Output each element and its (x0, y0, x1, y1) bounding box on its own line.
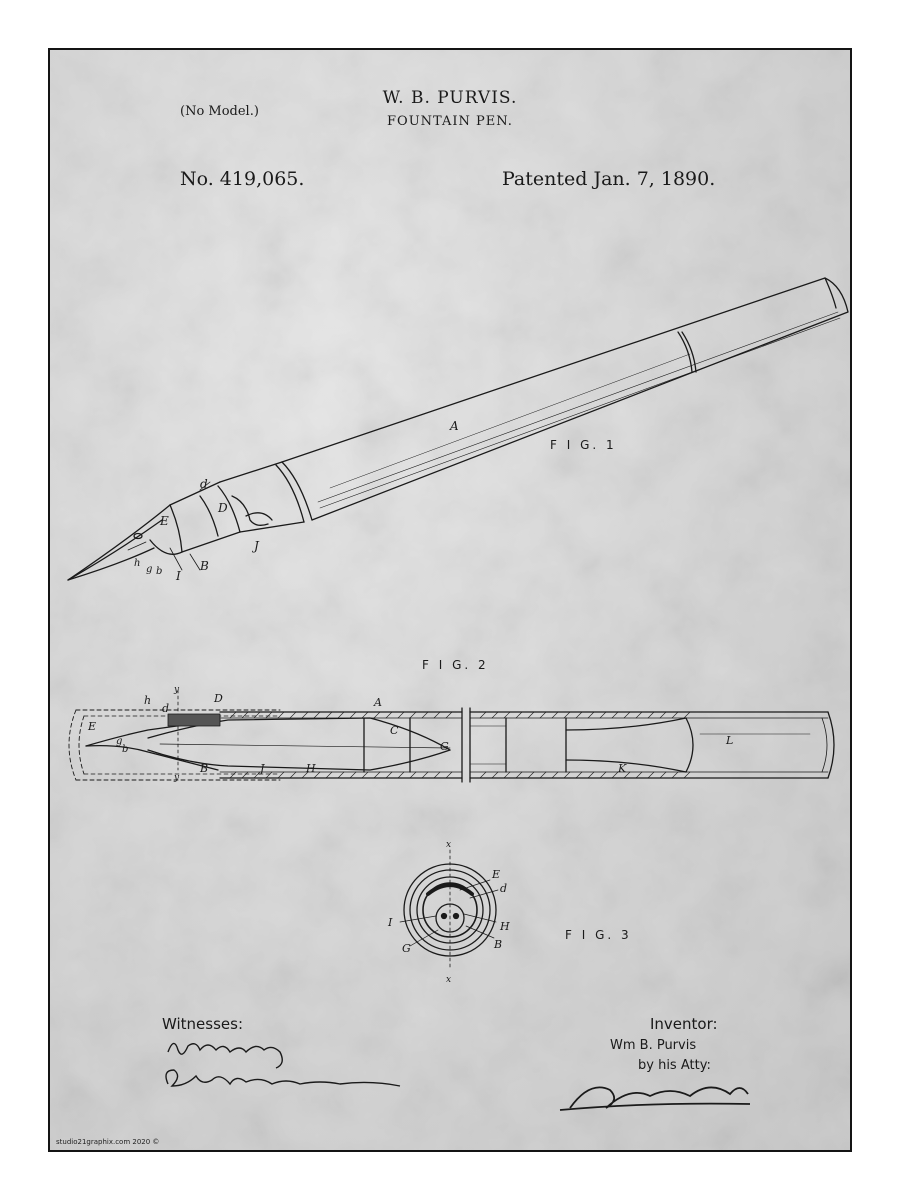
fig3-ref-H: H (500, 920, 510, 933)
inventor-heading: W. B. PURVIS. (382, 88, 518, 108)
fig3-end-view-drawing (400, 850, 501, 970)
credit-line: studio21graphix.com 2020 © (56, 1138, 160, 1146)
fig2-ref-K: K (618, 762, 627, 775)
by-attorney-label: by his Atty: (638, 1058, 711, 1073)
fig3-ref-x-bottom: x (446, 975, 452, 985)
patent-drawing (50, 50, 850, 1150)
patent-title: FOUNTAIN PEN. (387, 114, 513, 129)
witnesses-label: Witnesses: (162, 1015, 244, 1033)
patent-number: No. 419,065. (180, 168, 305, 190)
witness-signatures (166, 1043, 400, 1086)
fig2-section-drawing (69, 690, 834, 782)
fig1-ref-B: B (200, 559, 209, 573)
fig2-ref-h: h (144, 694, 152, 707)
fig2-ref-G: G (440, 740, 449, 753)
fig3-ref-x-top: x (446, 840, 452, 850)
fig2-ref-b: b (122, 744, 129, 755)
no-model-note: (No Model.) (180, 104, 259, 119)
fig2-label: F I G. 2 (422, 658, 489, 672)
fig1-ref-D: D (218, 501, 228, 515)
fig1-ref-b: b (156, 566, 163, 577)
fig2-ref-B: B (200, 762, 209, 775)
fig1-ref-A: A (450, 419, 459, 433)
patent-sheet (48, 48, 852, 1152)
fig2-ref-y-top: y (174, 685, 180, 695)
fig3-label: F I G. 3 (565, 928, 632, 942)
inventor-signature-name: Wm B. Purvis (610, 1038, 697, 1053)
fig3-ref-G: G (402, 942, 411, 955)
fig1-ref-h: h (134, 558, 141, 569)
fig2-ref-D: D (214, 692, 223, 705)
fig2-ref-y-bottom: y (174, 773, 180, 783)
fig2-ref-g: g (116, 736, 123, 747)
fig2-ref-C: C (390, 724, 399, 737)
inventor-label: Inventor: (650, 1015, 718, 1033)
fig2-ref-L: L (726, 734, 734, 747)
patent-date: Patented Jan. 7, 1890. (502, 168, 716, 190)
fig2-ref-H: H (306, 762, 316, 775)
attorney-signature (560, 1087, 750, 1110)
fig1-label: F I G. 1 (550, 438, 617, 452)
fig3-ref-I: I (388, 916, 393, 929)
fig2-ref-J: J (260, 762, 265, 775)
fig2-ref-E: E (88, 720, 97, 733)
fig1-ref-I: I (176, 569, 181, 583)
fig2-ref-d: d (162, 702, 170, 715)
fig1-ref-J: J (254, 539, 259, 553)
fig1-ref-d: d (200, 477, 208, 491)
fig3-ref-d: d (500, 882, 508, 895)
fig1-ref-g: g (146, 564, 153, 575)
fig3-ref-B: B (494, 938, 503, 951)
fig1-ref-E: E (160, 514, 169, 528)
fig2-ref-A: A (374, 696, 382, 709)
fig3-ref-E: E (492, 868, 501, 881)
